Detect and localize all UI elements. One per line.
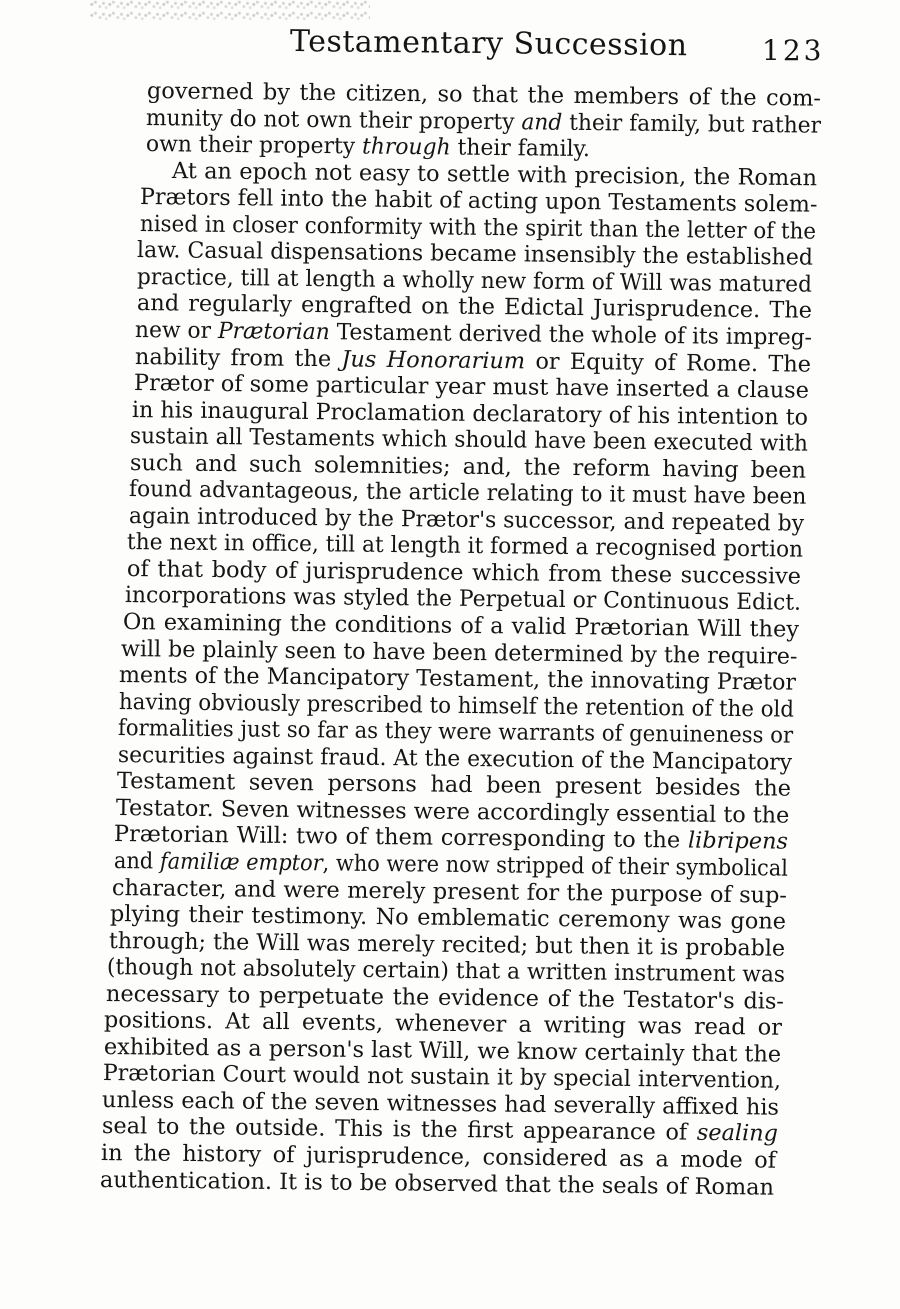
text-segment: of that body of jurisprudence which from these successive [126, 555, 802, 590]
italic-text: and [521, 108, 563, 136]
page-number: 123 [762, 34, 825, 67]
running-title: Testamentary Succession [289, 24, 688, 64]
text-segment: and regularly engrafted on the Edictal Jurisprudence. The [136, 290, 813, 325]
text-segment: the next in office, till at length it formed a recognised portion [126, 529, 804, 564]
text-segment: nised in closer conformity with the spirit than the letter of the [139, 210, 817, 245]
text-segment: unless each of the seven witnesses had severally affixed his [101, 1086, 780, 1121]
text-segment: seal to the outside. This is the first appearance of [101, 1113, 697, 1147]
italic-text: sealing [696, 1120, 779, 1148]
text-segment: (though not absolutely certain) that a written instrument was [106, 954, 786, 988]
text-segment: such and such solemnities; and, the reform having been [129, 449, 807, 484]
text-segment: authentication. It is to be observed that the seals of Roman [99, 1166, 775, 1201]
text-segment: character, and were merely present for the purpose of sup- [111, 874, 788, 909]
text-segment: necessary to perpetuate the evidence of the Testator's dis- [105, 980, 785, 1015]
text-segment: Prætor of some particular year must have inserted a clause [133, 370, 810, 404]
text-segment: having obviously prescribed to himself the retention of the old [118, 688, 795, 723]
text-segment: sustain all Testaments which should have been executed with [129, 423, 809, 457]
text-segment: their family. [450, 134, 591, 163]
text-segment: Testator. Seven witnesses were accordingly essential to the [115, 794, 790, 829]
text-segment: ments of the Mancipatory Testament, the innovating Prætor [118, 662, 797, 696]
text-segment: own their property [145, 131, 363, 160]
text-segment: law. Casual dispensations became insensibly the established [136, 237, 814, 271]
text-segment: Prætorian Court would not sustain it by special intervention, [102, 1060, 782, 1095]
italic-text: libripens [687, 827, 789, 856]
text-segment: found advantageous, the article relating to it must have been [128, 476, 807, 510]
italic-text: through [361, 133, 451, 161]
italic-text: Prætorian [217, 317, 330, 346]
text-segment: in the history of jurisprudence, considered as a mode of [100, 1140, 777, 1174]
text-segment: practice, till at length a wholly new form of Will was matured [136, 263, 813, 298]
italic-text: familiæ emptor [159, 848, 323, 877]
text-segment: and [113, 847, 161, 875]
text-segment: exhibited as a person's last Will, we know certainly that the [103, 1033, 782, 1068]
text-segment: through; the Will was merely recited; but then it is probable [108, 927, 786, 962]
text-segment: their family, but rather [562, 109, 822, 139]
text-segment: , who were now stripped of their symbolical [322, 850, 789, 882]
text-segment: governed by the citizen, so that the members of the com- [146, 78, 822, 112]
text-segment: again introduced by the Prætor's successor, and repeated by [128, 502, 805, 537]
text-segment: formalities just so far as they were warrants of genuineness or [117, 715, 794, 749]
text-segment: At an epoch not easy to settle with precision, the Roman [171, 157, 818, 191]
text-segment: plying their testimony. No emblematic ceremony was gone [109, 901, 787, 935]
text-segment: Prætors fell into the habit of acting upon Testaments solem- [139, 184, 818, 218]
text-segment: securities against fraud. At the execution of the Mancipatory [117, 741, 793, 776]
text-segment: in his inaugural Proclamation declaratory of his intention to [131, 396, 809, 431]
text-segment: will be plainly seen to have been determined by the require- [120, 635, 798, 670]
text-segment: or Equity of Rome. The [524, 347, 812, 378]
text-segment: Prætorian Will: two of them corresponding to the [113, 821, 689, 854]
text-segment: new or [134, 316, 219, 344]
text-segment: positions. At all events, whenever a writing was read or [103, 1007, 783, 1041]
text-segment: Testament derived the whole of its impreg- [329, 319, 813, 351]
text-segment: On examining the conditions of a valid Prætorian Will they [122, 609, 800, 643]
text-segment: munity do not own their property [145, 104, 522, 135]
text-segment: Testament seven persons had been present besides the [116, 768, 792, 802]
text-segment: nability from the [134, 343, 342, 372]
text-segment: incorporations was styled the Perpetual or Continuous Edict. [124, 582, 802, 617]
italic-text: Jus Honorarium [341, 345, 526, 374]
